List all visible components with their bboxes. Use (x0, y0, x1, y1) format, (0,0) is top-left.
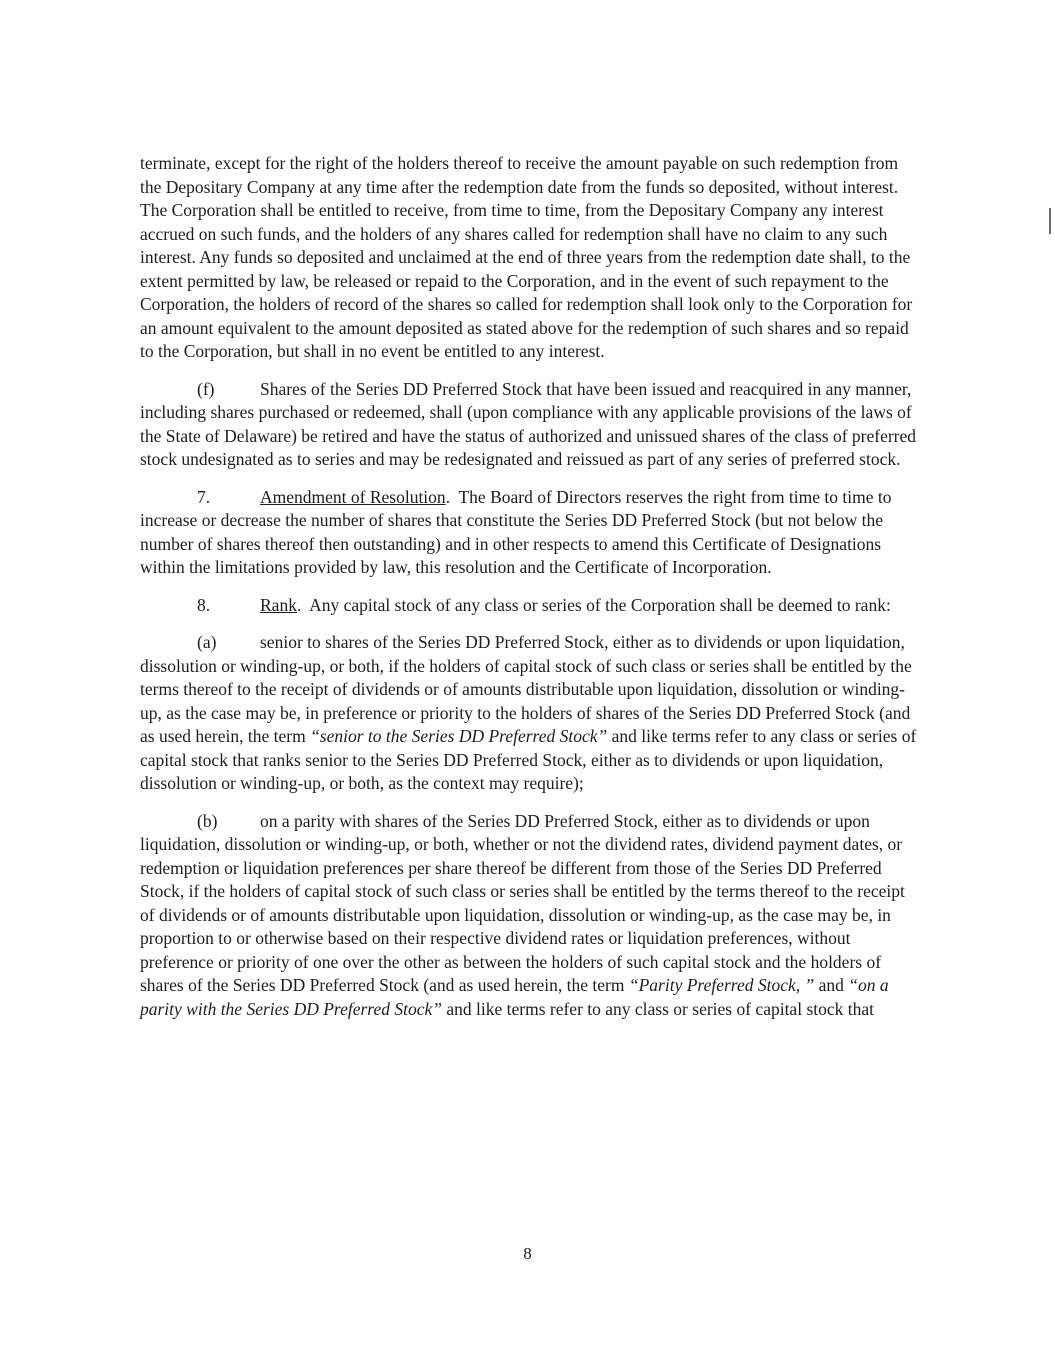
paragraph-label: 8. (197, 594, 211, 615)
text-run: Amendment of Resolution (260, 486, 446, 507)
text-run: “senior to the Series DD Preferred Stock” (310, 726, 608, 746)
paragraph (140, 594, 922, 618)
paragraph-label: (b) (197, 810, 218, 831)
paragraph (140, 486, 922, 580)
text-run: . The Board of Directors reserves the right from time to time to increase or decrease the number of shares that constitute the Series DD Preferred Stock (but not below the number of shares thereof then outstanding) and in other respects to amend this Certificate of Designations within the limitations provided by law, this resolution and the Certificate of Incorporation. (140, 486, 892, 577)
text-run: and (814, 975, 849, 995)
text-run: “on a parity with the Series DD Preferred Stock” (140, 975, 889, 1019)
paragraph-label: 7. (197, 486, 211, 507)
scan-artifact-line (1049, 208, 1051, 234)
text-run: . Any capital stock of any class or series of the Corporation shall be deemed to rank: (296, 594, 891, 615)
paragraph (140, 631, 922, 796)
document-body (140, 152, 922, 1035)
paragraph (140, 378, 922, 472)
paragraph (140, 810, 922, 1022)
text-run: and like terms refer to any class or series of capital stock that ranks senior to the Series DD Preferred Stock, either as to dividends or upon liquidation, dissolution or winding-up, or both, as the context may require); (140, 726, 917, 793)
text-run: senior to shares of the Series DD Preferred Stock, either as to dividends or upon liquidation, dissolution or winding-up, or both, if the holders of capital stock of such class or series shall be entitled by the terms thereof to the receipt of dividends or of amounts distributable upon liquidation, dissolution or winding-up, as the case may be, in preference or priority to the holders of shares of the Series DD Preferred Stock (and as used herein, the term (140, 632, 912, 746)
text-run: terminate, except for the right of the holders thereof to receive the amount payable on such redemption from the Depositary Company at any time after the redemption date from the funds so deposited, without interest. The Corporation shall be entitled to receive, from time to time, from the Depositary Company any interest accrued on such funds, and the holders of any shares called for redemption shall have no claim to any such interest. Any funds so deposited and unclaimed at the end of three years from the redemption date shall, to the extent permitted by law, be released or repaid to the Corporation, and in the event of such repayment to the Corporation, the holders of record of the shares so called for redemption shall look only to the Corporation for an amount equivalent to the amount deposited as stated above for the redemption of such shares and so repaid to the Corporation, but shall in no event be entitled to any interest. (140, 153, 913, 361)
text-run: “Parity Preferred Stock, ” (628, 975, 815, 995)
text-run: and like terms refer to any class or series of capital stock that (442, 998, 874, 1019)
text-run: Rank (260, 594, 297, 615)
page-number: 8 (523, 1244, 532, 1263)
paragraph-label: (a) (197, 632, 217, 652)
paragraph (140, 152, 922, 364)
text-run: Shares of the Series DD Preferred Stock that have been issued and reacquired in any manner, including shares purchased or redeemed, shall (upon compliance with any applicable provisions of the laws of the State of Delaware) be retired and have the status of authorized and unissued shares of the class of preferred stock undesignated as to series and may be redesignated and reissued as part of any series of preferred stock. (140, 378, 917, 469)
text-run: on a parity with shares of the Series DD Preferred Stock, either as to dividends or upon liquidation, dissolution or winding-up, or both, whether or not the dividend rates, dividend payment dates, or redemption or liquidation preferences per share thereof be different from those of the Series DD Preferred Stock, if the holders of capital stock of such class or series shall be entitled by the terms thereof to the receipt of dividends or of amounts distributable upon liquidation, dissolution or winding-up, as the case may be, in proportion to or otherwise based on their respective dividend rates or liquidation preferences, without preference or priority of one over the other as between the holders of such capital stock and the holders of shares of the Series DD Preferred Stock (and as used herein, the term (140, 810, 905, 995)
paragraph-label: (f) (197, 378, 215, 399)
